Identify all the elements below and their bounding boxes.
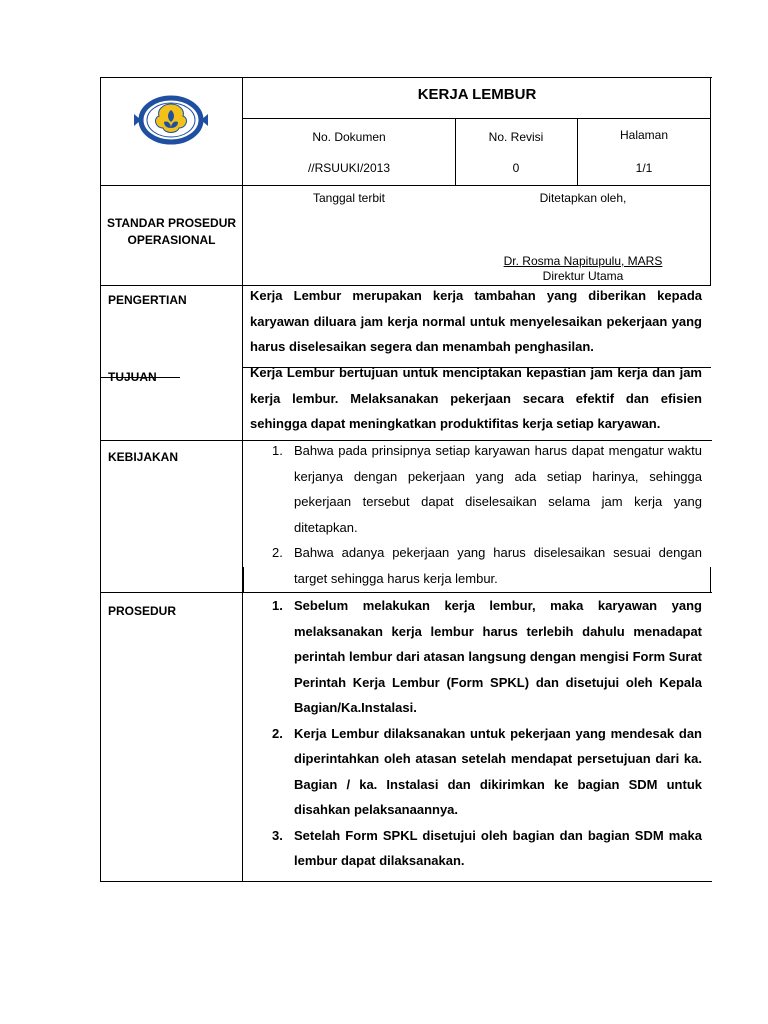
no-revisi-value: 0 [512, 161, 520, 175]
pengertian-label: PENGERTIAN [108, 293, 187, 307]
list-item: 1. Bahwa pada prinsipnya setiap karyawan harus dapat mengatur waktu kerjanya dengan pekerjaan yang ada setiap harinya, sehingga pekerjaan tersebut dapat diselesaikan selama jam kerja yang ditetapkan. [272, 443, 702, 535]
no-dokumen-value: //RSUUKI/2013 [307, 161, 391, 175]
hospital-logo [131, 94, 211, 146]
halaman-value: 1/1 [635, 161, 653, 175]
prosedur-label: PROSEDUR [108, 604, 177, 618]
list-item: 2. Kerja Lembur dilaksanakan untuk pekerjaan yang mendesak dan diperintahkan oleh atasan setelah mendapat persetujuan dari ka. Bagian / ka. Instalasi dan dikirimkan ke bagian SDM untuk disahkan pelaksanaannya. [272, 725, 702, 817]
no-revisi-label: No. Revisi [488, 130, 544, 144]
ditetapkan-label: Ditetapkan oleh, [539, 191, 627, 205]
prosedur-list [272, 593, 702, 874]
tujuan-text: Kerja Lembur bertujuan untuk menciptakan kepastian jam kerja dan jam kerja lembur. Melaksanakan pekerjaan secara efektif dan efisien sehingga dapat meningkatkan produktifitas kerja setiap karyawan. [250, 365, 702, 431]
tanggal-terbit-label: Tanggal terbit [312, 191, 386, 205]
tujuan-label: TUJUAN [108, 370, 157, 384]
list-item: 3. Setelah Form SPKL disetujui oleh bagian dan bagian SDM maka lembur dapat dilaksanakan. [272, 827, 702, 868]
halaman-label: Halaman [619, 128, 669, 142]
kebijakan-label: KEBIJAKAN [108, 450, 179, 464]
signatory-title: Direktur Utama [542, 269, 624, 283]
pengertian-text: Kerja Lembur merupakan kerja tambahan yang diberikan kepada karyawan diluara jam kerja normal untuk menyelesaikan pekerjaan yang harus diselesaikan segera dan menambah penghasilan. [250, 288, 702, 354]
no-dokumen-label: No. Dokumen [312, 130, 386, 144]
kebijakan-list [272, 438, 702, 591]
document-title: KERJA LEMBUR [417, 86, 537, 103]
list-item: 1. Sebelum melakukan kerja lembur, maka karyawan yang melaksanakan kerja lembur harus terlebih dahulu menadapat perintah lembur dari atasan langsung dengan mengisi Form Surat Perintah Kerja Lembur (Form SPKL) dan disetujui oleh Kepala Bagian/Ka.Instalasi. [272, 598, 702, 715]
list-item: 2. Bahwa adanya pekerjaan yang harus diselesaikan sesuai dengan target sehingga harus kerja lembur. [272, 545, 702, 586]
signatory-name: Dr. Rosma Napitupulu, MARS [503, 254, 663, 268]
sop-label: STANDAR PROSEDUR OPERASIONAL [106, 216, 237, 247]
